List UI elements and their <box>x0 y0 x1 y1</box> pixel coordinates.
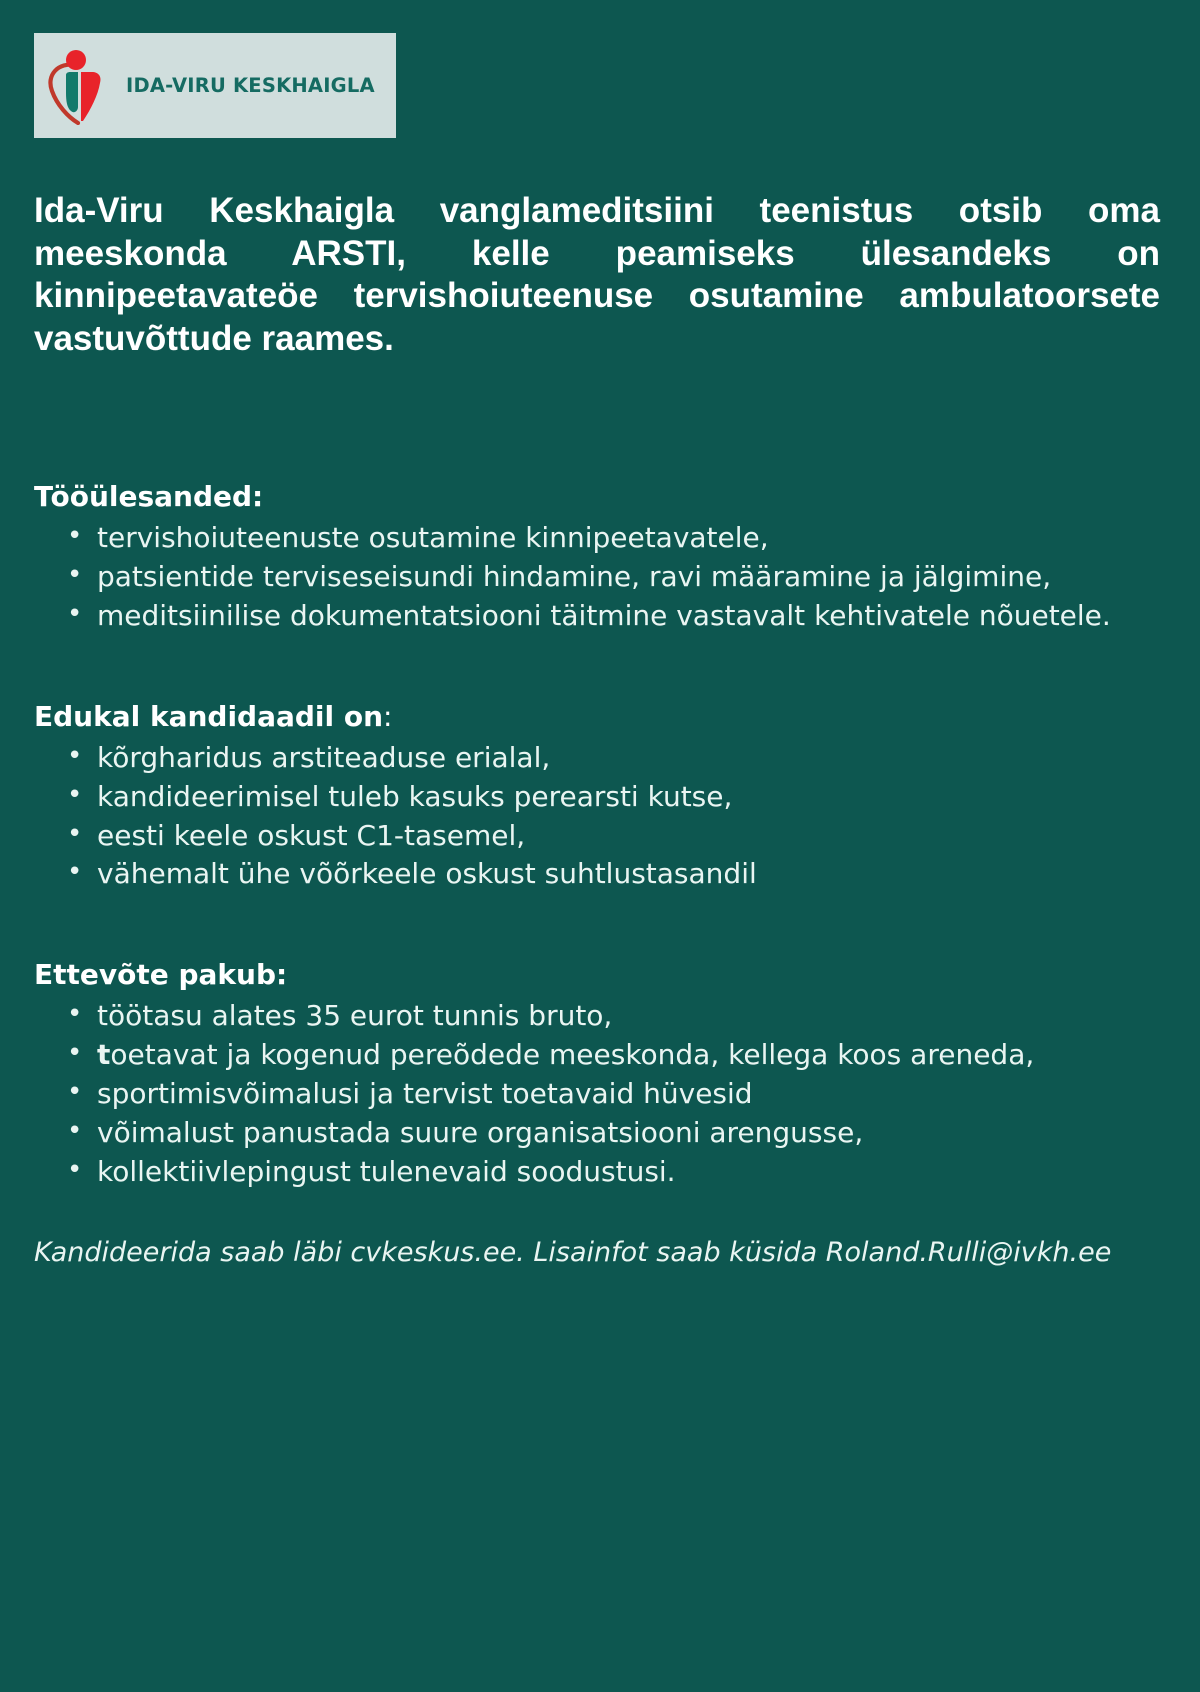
application-info: Kandideerida saab läbi cvkeskus.ee. Lisainfot saab küsida Roland.Rulli@ivkh.ee <box>34 1237 1112 1269</box>
section-heading-colon: : <box>383 699 393 733</box>
list-tooulesanded <box>34 520 1164 635</box>
list-item-lead-char: t <box>97 1038 111 1072</box>
list-item <box>34 1037 1164 1074</box>
section-heading-ettevote-pakub: Ettevõte pakub: <box>34 958 288 992</box>
list-item-rest: oetavat ja kogenud pereõdede meeskonda, kellega koos areneda, <box>110 1038 1035 1072</box>
section-edukal-kandidaadil <box>34 699 1164 894</box>
list-ettevote-pakub <box>34 998 1164 1191</box>
list-item: • töötasu alates 35 eurot tunnis bruto, <box>34 998 1164 1035</box>
list-item: • võimalust panustada suure organisatsiooni arengusse, <box>34 1115 1164 1152</box>
list-edukal-kandidaadil <box>34 740 1164 894</box>
list-item: • patsientide terviseseisundi hindamine, ravi määramine ja jälgimine, <box>34 559 1164 596</box>
list-item: • kandideerimisel tuleb kasuks perearsti kutse, <box>34 779 1164 816</box>
section-heading-bold-part: Edukal kandidaadil on <box>34 699 384 733</box>
person-heart-icon <box>48 47 112 125</box>
list-item: • kõrgharidus arstiteaduse erialal, <box>34 740 1164 777</box>
company-logo-text: IDA-VIRU KESKHAIGLA <box>126 74 375 97</box>
section-heading-edukal-kandidaadil <box>34 699 1164 734</box>
page-title: Ida-Viru Keskhaigla vanglameditsiini teenistus otsib oma meeskonda ARSTI, kelle peamiseks ülesandeks on kinnipeetavateöe tervishoiuteenuse osutamine ambulatoorsete vastuvõttude raames. <box>34 191 1160 359</box>
list-item: • meditsiinilise dokumentatsiooni täitmine vastavalt kehtivatele nõuetele. <box>34 598 1164 635</box>
company-logo-box <box>34 33 396 138</box>
section-heading-tooulesanded: Tööülesanded: <box>34 479 264 513</box>
section-tooulesanded <box>34 479 1164 635</box>
list-item: • vähemalt ühe võõrkeele oskust suhtlustasandil <box>34 856 1164 893</box>
list-item: • eesti keele oskust C1-tasemel, <box>34 818 1164 855</box>
list-item: • sportimisvõimalusi ja tervist toetavaid hüvesid <box>34 1076 1164 1113</box>
list-item: • kollektiivlepingust tulenevaid soodustusi. <box>34 1154 1164 1191</box>
section-ettevote-pakub <box>34 957 1164 1191</box>
list-item: • tervishoiuteenuste osutamine kinnipeetavatele, <box>34 520 1164 557</box>
